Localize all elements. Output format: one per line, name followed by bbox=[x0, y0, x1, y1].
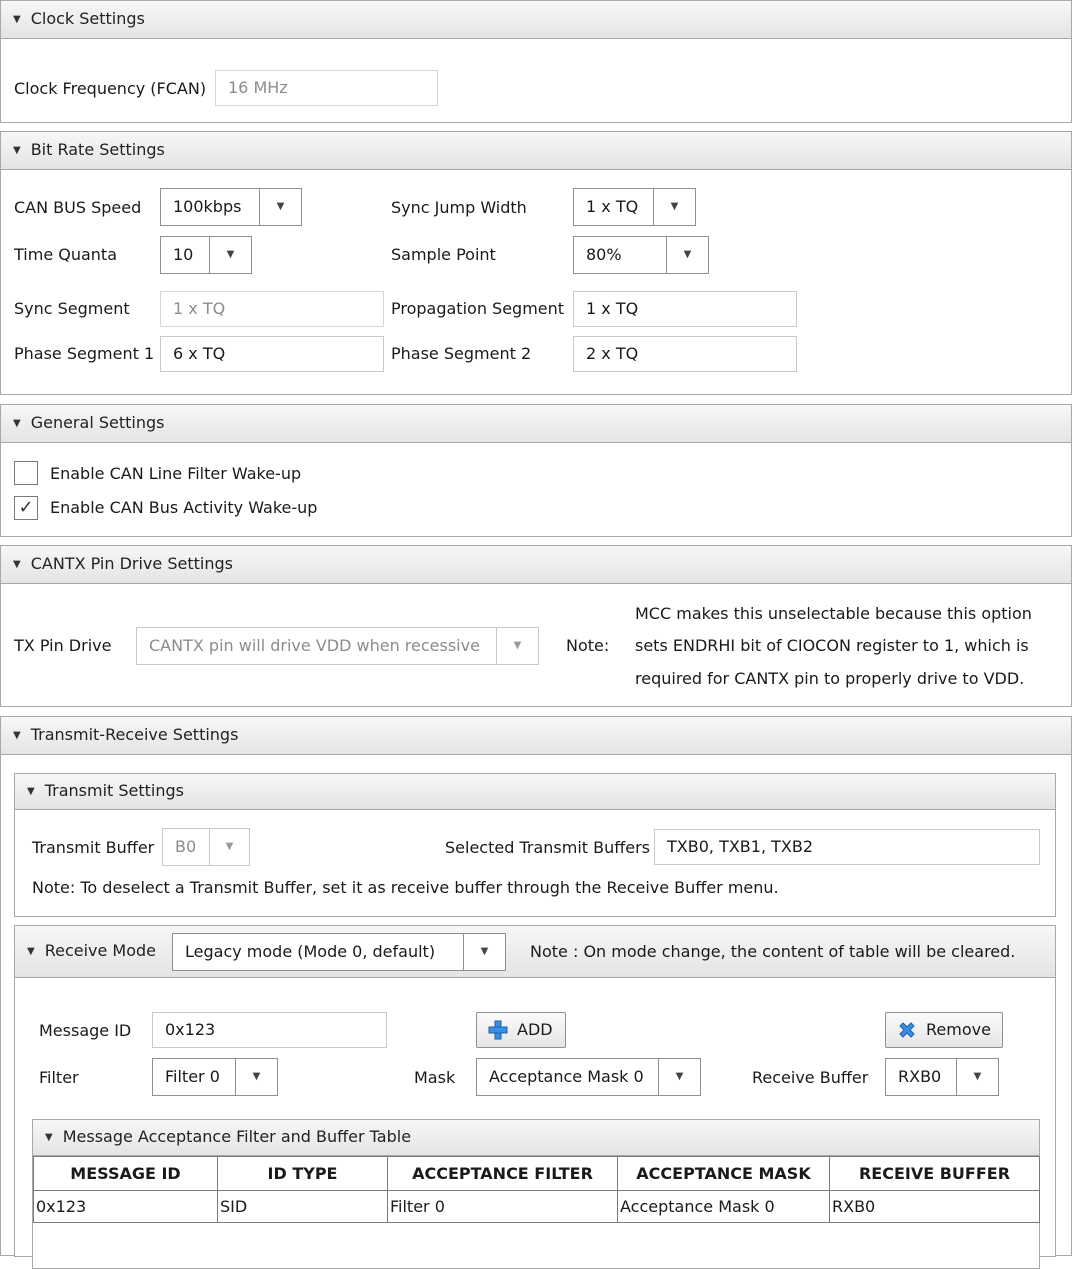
time-quanta-label: Time Quanta bbox=[14, 245, 117, 264]
cell-id-type: SID bbox=[218, 1191, 388, 1223]
sync-jump-width-value: 1 x TQ bbox=[586, 197, 639, 216]
receive-mode-label: Receive Mode bbox=[44, 941, 157, 960]
bit-rate-settings-title: Bit Rate Settings bbox=[30, 140, 165, 159]
cantx-pin-drive-header[interactable] bbox=[1, 546, 1071, 584]
propagation-segment-label: Propagation Segment bbox=[391, 299, 565, 318]
sync-segment-field: 1 x TQ bbox=[160, 291, 384, 327]
cell-receive-buffer: RXB0 bbox=[830, 1191, 1040, 1223]
checkmark-icon: ✓ bbox=[18, 497, 34, 518]
transmit-receive-title: Transmit-Receive Settings bbox=[30, 725, 239, 744]
chevron-down-icon[interactable]: ▼ bbox=[259, 189, 301, 225]
collapse-triangle-icon[interactable]: ▼ bbox=[13, 145, 21, 156]
chevron-down-icon[interactable]: ▼ bbox=[235, 1059, 277, 1095]
mask-label: Mask bbox=[414, 1068, 456, 1087]
receive-mode-note: Note : On mode change, the content of table will be cleared. bbox=[530, 942, 1016, 961]
bit-rate-settings-panel bbox=[0, 131, 1072, 395]
can-bus-speed-value: 100kbps bbox=[173, 197, 242, 216]
collapse-triangle-icon[interactable]: ▼ bbox=[13, 418, 21, 429]
add-button[interactable] bbox=[476, 1012, 566, 1048]
column-header-acceptance-filter[interactable]: ACCEPTANCE FILTER bbox=[388, 1157, 618, 1191]
selected-transmit-buffers-label: Selected Transmit Buffers bbox=[445, 838, 651, 857]
table-header-row bbox=[34, 1157, 1040, 1191]
tx-pin-drive-label: TX Pin Drive bbox=[14, 636, 112, 655]
bit-rate-settings-header[interactable] bbox=[1, 132, 1071, 170]
phase-segment-1-field[interactable]: 6 x TQ bbox=[160, 336, 384, 372]
transmit-note: Note: To deselect a Transmit Buffer, set it as receive buffer through the Receive Buffer menu. bbox=[32, 878, 779, 897]
acceptance-table-header[interactable] bbox=[33, 1120, 1039, 1156]
cantx-note-line-2: sets ENDRHI bit of CIOCON register to 1, which is bbox=[635, 636, 1029, 655]
remove-button-label: Remove bbox=[926, 1020, 991, 1039]
sample-point-select[interactable] bbox=[573, 236, 709, 274]
cell-acceptance-filter: Filter 0 bbox=[388, 1191, 618, 1223]
cantx-note-label: Note: bbox=[566, 636, 610, 655]
can-bus-speed-select[interactable] bbox=[160, 188, 302, 226]
chevron-down-icon[interactable]: ▼ bbox=[209, 237, 251, 273]
general-settings-header[interactable] bbox=[1, 405, 1071, 443]
sample-point-label: Sample Point bbox=[391, 245, 496, 264]
remove-button[interactable] bbox=[885, 1012, 1003, 1048]
collapse-triangle-icon[interactable]: ▼ bbox=[13, 14, 21, 25]
collapse-triangle-icon[interactable]: ▼ bbox=[13, 730, 21, 741]
chevron-down-icon[interactable]: ▼ bbox=[653, 189, 695, 225]
transmit-settings-panel bbox=[14, 773, 1056, 917]
cantx-note-line-3: required for CANTX pin to properly drive to VDD. bbox=[635, 669, 1025, 688]
bus-activity-wakeup-checkbox[interactable] bbox=[14, 496, 38, 520]
clock-frequency-field: 16 MHz bbox=[215, 70, 438, 106]
acceptance-table bbox=[33, 1156, 1040, 1223]
column-header-acceptance-mask[interactable]: ACCEPTANCE MASK bbox=[618, 1157, 830, 1191]
chevron-down-icon: ▼ bbox=[496, 628, 538, 664]
filter-label: Filter bbox=[39, 1068, 79, 1087]
sample-point-value: 80% bbox=[586, 245, 622, 264]
cantx-pin-drive-panel bbox=[0, 545, 1072, 707]
clock-settings-header[interactable] bbox=[1, 1, 1071, 39]
clock-settings-title: Clock Settings bbox=[30, 9, 145, 28]
phase-segment-1-label: Phase Segment 1 bbox=[14, 344, 155, 363]
cell-message-id: 0x123 bbox=[34, 1191, 218, 1223]
phase-segment-2-field[interactable]: 2 x TQ bbox=[573, 336, 797, 372]
transmit-buffer-select bbox=[162, 828, 250, 866]
receive-mode-select[interactable] bbox=[172, 933, 506, 971]
sync-jump-width-label: Sync Jump Width bbox=[391, 198, 527, 217]
receive-mode-value: Legacy mode (Mode 0, default) bbox=[185, 942, 436, 961]
filter-value: Filter 0 bbox=[165, 1067, 220, 1086]
acceptance-table-title: Message Acceptance Filter and Buffer Table bbox=[62, 1127, 412, 1146]
time-quanta-select[interactable] bbox=[160, 236, 252, 274]
general-settings-panel bbox=[0, 404, 1072, 537]
mask-select[interactable] bbox=[476, 1058, 701, 1096]
receive-buffer-value: RXB0 bbox=[898, 1067, 942, 1086]
column-header-id-type[interactable]: ID TYPE bbox=[218, 1157, 388, 1191]
chevron-down-icon[interactable]: ▼ bbox=[658, 1059, 700, 1095]
propagation-segment-field[interactable]: 1 x TQ bbox=[573, 291, 797, 327]
filter-select[interactable] bbox=[152, 1058, 278, 1096]
transmit-buffer-value: B0 bbox=[175, 837, 197, 856]
receive-buffer-label: Receive Buffer bbox=[752, 1068, 869, 1087]
tx-pin-drive-value: CANTX pin will drive VDD when recessive bbox=[149, 636, 480, 655]
message-id-field[interactable]: 0x123 bbox=[152, 1012, 387, 1048]
transmit-buffer-label: Transmit Buffer bbox=[32, 838, 155, 857]
collapse-triangle-icon[interactable]: ▼ bbox=[27, 786, 35, 797]
column-header-receive-buffer[interactable]: RECEIVE BUFFER bbox=[830, 1157, 1040, 1191]
line-filter-wakeup-label[interactable]: Enable CAN Line Filter Wake-up bbox=[50, 464, 302, 483]
sync-jump-width-select[interactable] bbox=[573, 188, 696, 226]
line-filter-wakeup-checkbox[interactable] bbox=[14, 461, 38, 485]
remove-x-icon bbox=[896, 1019, 918, 1041]
chevron-down-icon[interactable]: ▼ bbox=[956, 1059, 998, 1095]
chevron-down-icon: ▼ bbox=[209, 829, 249, 865]
receive-buffer-select[interactable] bbox=[885, 1058, 999, 1096]
clock-settings-panel bbox=[0, 0, 1072, 123]
collapse-triangle-icon[interactable]: ▼ bbox=[13, 559, 21, 570]
message-id-label: Message ID bbox=[39, 1021, 132, 1040]
cell-acceptance-mask: Acceptance Mask 0 bbox=[618, 1191, 830, 1223]
bus-activity-wakeup-label[interactable]: Enable CAN Bus Activity Wake-up bbox=[50, 498, 318, 517]
cantx-note-line-1: MCC makes this unselectable because this option bbox=[635, 604, 1032, 623]
can-bus-speed-label: CAN BUS Speed bbox=[14, 198, 142, 217]
transmit-settings-title: Transmit Settings bbox=[44, 781, 184, 800]
chevron-down-icon[interactable]: ▼ bbox=[666, 237, 708, 273]
tx-pin-drive-select bbox=[136, 627, 539, 665]
general-settings-title: General Settings bbox=[30, 413, 165, 432]
table-row[interactable] bbox=[34, 1191, 1040, 1223]
time-quanta-value: 10 bbox=[173, 245, 194, 264]
plus-icon bbox=[487, 1019, 509, 1041]
cantx-pin-drive-title: CANTX Pin Drive Settings bbox=[30, 554, 233, 573]
chevron-down-icon[interactable]: ▼ bbox=[463, 934, 505, 970]
transmit-receive-header[interactable] bbox=[1, 717, 1071, 755]
clock-frequency-label: Clock Frequency (FCAN) bbox=[14, 79, 207, 98]
mask-value: Acceptance Mask 0 bbox=[489, 1067, 644, 1086]
transmit-receive-panel bbox=[0, 716, 1072, 1256]
collapse-triangle-icon[interactable]: ▼ bbox=[27, 946, 35, 957]
column-header-message-id[interactable]: MESSAGE ID bbox=[34, 1157, 218, 1191]
sync-segment-label: Sync Segment bbox=[14, 299, 130, 318]
add-button-label: ADD bbox=[517, 1020, 553, 1039]
collapse-triangle-icon[interactable]: ▼ bbox=[45, 1132, 53, 1143]
phase-segment-2-label: Phase Segment 2 bbox=[391, 344, 532, 363]
transmit-settings-header[interactable] bbox=[15, 774, 1055, 810]
selected-transmit-buffers-field[interactable]: TXB0, TXB1, TXB2 bbox=[654, 829, 1040, 865]
receive-mode-panel bbox=[14, 925, 1056, 1257]
